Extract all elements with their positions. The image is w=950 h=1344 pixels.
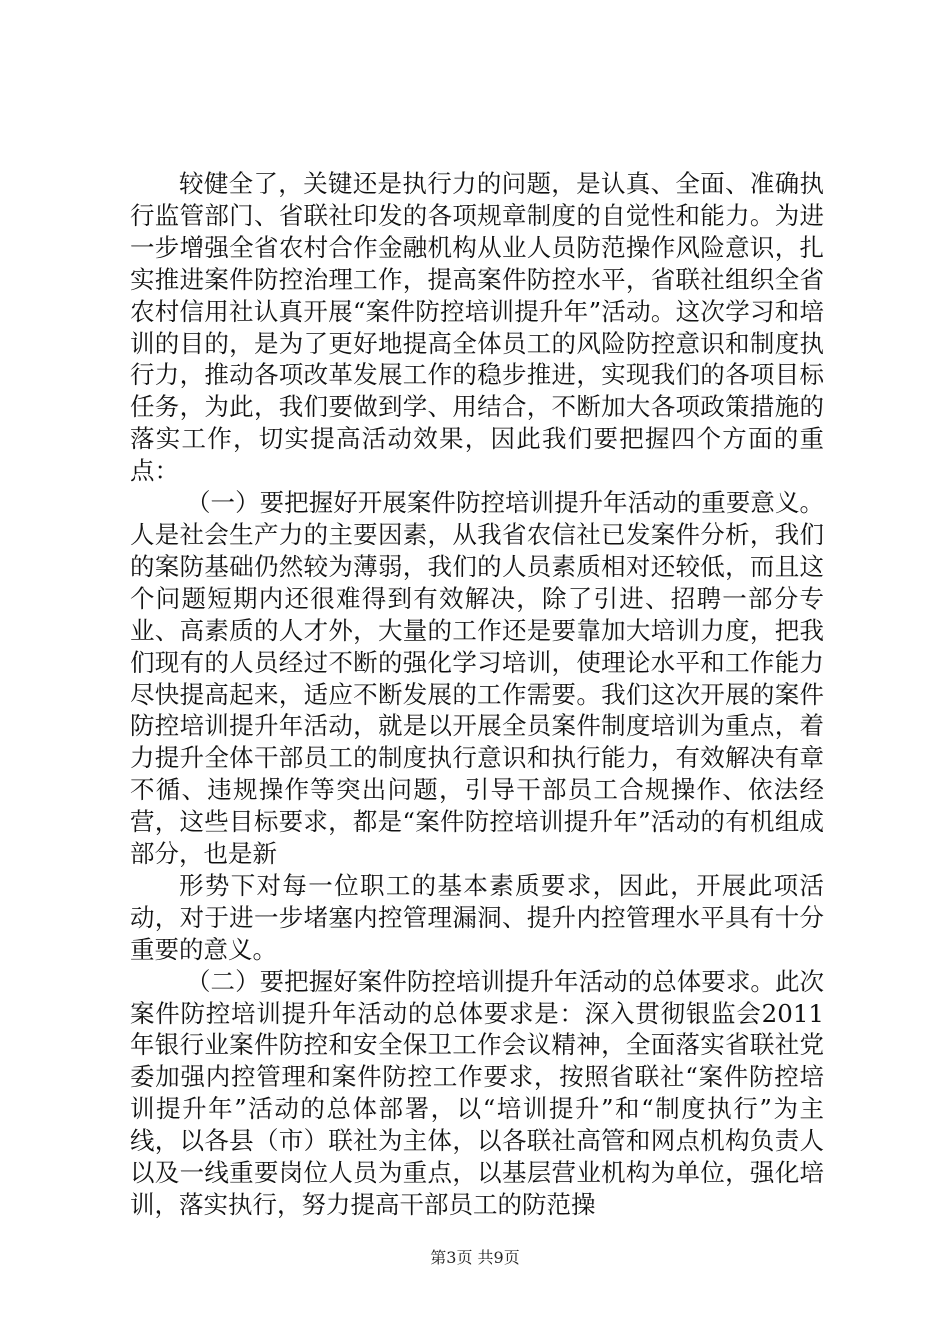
paragraph-3: 形势下对每一位职工的基本素质要求，因此，开展此项活动，对于进一步堵塞内控管理漏洞、提升内控管理水平具有十分重要的意义。: [130, 870, 824, 964]
paragraph-1: 较健全了，关键还是执行力的问题，是认真、全面、准确执行监管部门、省联社印发的各项规章制度的自觉性和能力。为进一步增强全省农村合作金融机构从业人员防范操作风险意识，扎实推进案件防控治理工作，提高案件防控水平，省联社组织全省农村信用社认真开展“案件防控培训提升年”活动。这次学习和培训的目的，是为了更好地提高全体员工的风险防控意识和制度执行力，推动各项改革发展工作的稳步推进，实现我们的各项目标任务，为此，我们要做到学、用结合，不断加大各项政策措施的落实工作，切实提高活动效果，因此我们要把握四个方面的重点：: [130, 169, 824, 486]
document-body: [130, 168, 824, 1221]
page-footer: 第3页 共9页: [430, 1248, 520, 1267]
paragraph-4: （二）要把握好案件防控培训提升年活动的总体要求。此次案件防控培训提升年活动的总体要求是：深入贯彻银监会2011年银行业案件防控和安全保卫工作会议精神，全面落实省联社党委加强内控管理和案件防控工作要求，按照省联社“案件防控培训提升年”活动的总体部署，以“培训提升”和“制度执行”为主线，以各县（市）联社为主体，以各联社高管和网点机构负责人以及一线重要岗位人员为重点，以基层营业机构为单位，强化培训，落实执行，努力提高干部员工的防范操: [130, 966, 824, 1219]
paragraph-2: （一）要把握好开展案件防控培训提升年活动的重要意义。人是社会生产力的主要因素，从我省农信社已发案件分析，我们的案防基础仍然较为薄弱，我们的人员素质相对还较低，而且这个问题短期内还很难得到有效解决，除了引进、招聘一部分专业、高素质的人才外，大量的工作还是要靠加大培训力度，把我们现有的人员经过不断的强化学习培训，使理论水平和工作能力尽快提高起来，适应不断发展的工作需要。我们这次开展的案件防控培训提升年活动，就是以开展全员案件制度培训为重点，着力提升全体干部员工的制度执行意识和执行能力，有效解决有章不循、违规操作等突出问题，引导干部员工合规操作、依法经营，这些目标要求，都是“案件防控培训提升年”活动的有机组成部分，也是新: [130, 488, 824, 869]
